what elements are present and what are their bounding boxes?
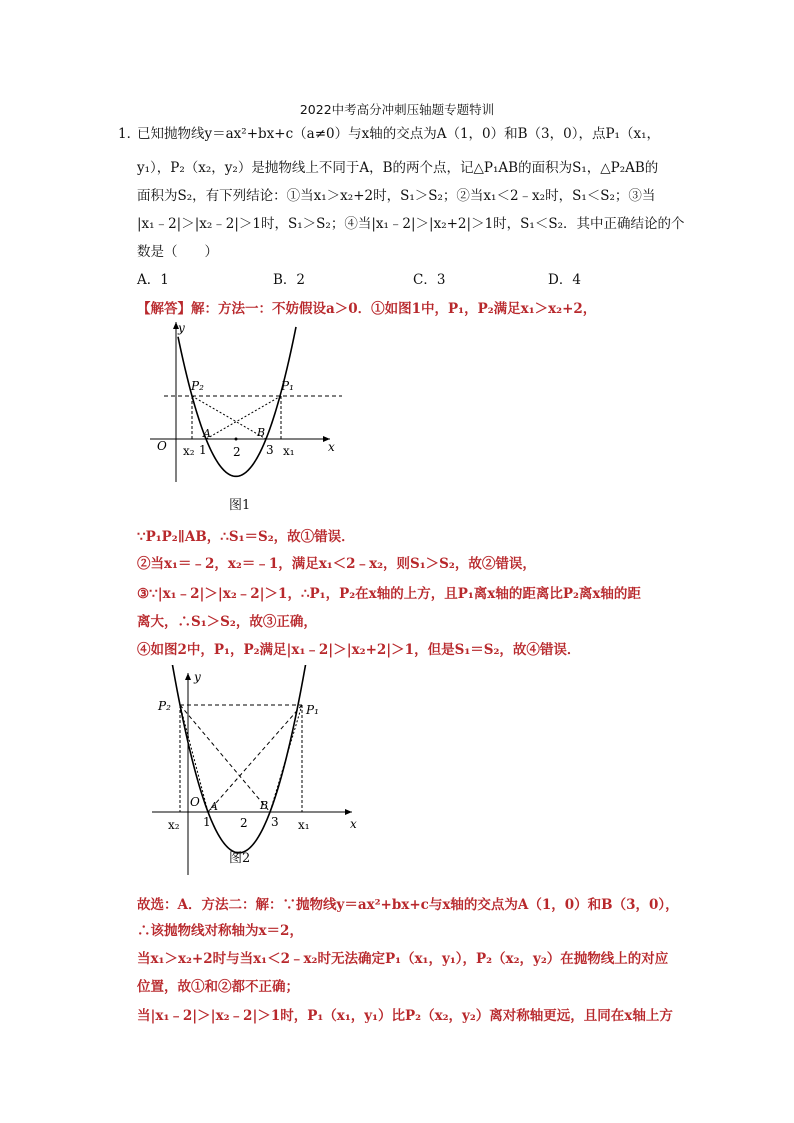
label-p1: P₁: [306, 703, 319, 717]
label-origin: O: [190, 795, 200, 809]
label-x2: x₂: [183, 444, 195, 458]
label-x1: x₁: [283, 444, 295, 458]
label-x: x: [350, 817, 357, 831]
tick-1: 1: [203, 815, 211, 829]
label-x2: x₂: [168, 818, 180, 832]
solution-step-3b: 离大，∴S₁＞S₂，故③正确，: [137, 614, 317, 630]
label-b: B: [260, 799, 269, 812]
figure-2: [152, 665, 362, 880]
figure-1-caption: 图1: [229, 498, 251, 513]
solution-step-3a: ③∵|x₁﹣2|＞|x₂﹣2|＞1，∴P₁，P₂在x轴的上方，且P₁离x轴的距离比P₂离x轴的距: [137, 586, 641, 602]
tick-1: 1: [199, 443, 207, 457]
method-two-line-4: 位置，故①和②都不正确；: [137, 979, 299, 995]
solution-intro-text: 解：方法一：不妨假设a＞0．①如图1中，P₁，P₂满足x₁＞x₂+2，: [191, 301, 597, 317]
y-axis-arrow: [185, 673, 191, 680]
label-x: x: [328, 440, 335, 454]
label-a: A: [203, 427, 211, 440]
point-2: [235, 438, 238, 441]
label-x1: x₁: [298, 818, 310, 832]
question-line-4: |x₁﹣2|＞|x₂﹣2|＞1时，S₁＞S₂；④当|x₁﹣2|＞|x₂+2|＞1时，S₁＜S₂．其中正确结论的个: [137, 216, 685, 232]
label-a: A: [210, 800, 218, 813]
tick-3: 3: [271, 815, 279, 829]
segment-p1-a: [206, 396, 281, 439]
method-two-line-2: ∴该抛物线对称轴为x＝2，: [137, 923, 303, 939]
tick-2: 2: [233, 445, 241, 459]
question-number: 1．: [118, 126, 141, 142]
label-y: y: [194, 670, 201, 684]
option-a: A．1: [137, 272, 169, 288]
method-two-line-3: 当x₁＞x₂+2时与当x₁＜2﹣x₂时无法确定P₁（x₁，y₁），P₂（x₂，y₂）在抛物线上的对应: [137, 951, 669, 967]
method-two-line-5: 当|x₁﹣2|＞|x₂﹣2|＞1时，P₁（x₁，y₁）比P₂（x₂，y₂）离对称轴更远，且同在x轴上方: [137, 1008, 673, 1024]
solution-step-2: ②当x₁＝﹣2，x₂＝﹣1，满足x₁＜2﹣x₂，则S₁＞S₂，故②错误，: [137, 556, 536, 572]
label-p2: P₂: [191, 379, 204, 393]
solution-step-1: ∵P₁P₂∥AB，∴S₁＝S₂，故①错误．: [137, 529, 355, 545]
label-p2: P₂: [158, 699, 171, 713]
question-line-5: 数是（ ）: [137, 244, 218, 260]
x-axis-arrow: [345, 809, 352, 815]
solution-step-4: ④如图2中，P₁，P₂满足|x₁﹣2|＞|x₂+2|＞1，但是S₁＝S₂，故④错误．: [137, 642, 581, 658]
page-title: 2022中考高分冲刺压轴题专题特训: [299, 102, 495, 117]
solution-tag: 【解答】: [137, 301, 191, 317]
option-d: D．4: [548, 272, 581, 288]
option-b: B．2: [273, 272, 306, 288]
tick-3: 3: [266, 443, 274, 457]
label-b: B: [257, 426, 266, 439]
question-line-1: 已知抛物线y＝ax²+bx+c（a≠0）与x轴的交点为A（1，0）和B（3，0），点P₁（x₁，: [137, 126, 660, 142]
question-line-2: y₁），P₂（x₂，y₂）是抛物线上不同于A，B的两个点，记△P₁AB的面积为S₁，△P₂AB的: [137, 160, 659, 176]
figure-1: [150, 318, 350, 488]
label-y: y: [178, 321, 185, 335]
question-line-3: 面积为S₂，有下列结论：①当x₁＞x₂+2时，S₁＞S₂；②当x₁＜2﹣x₂时，S₁＜S₂；③当: [137, 188, 656, 204]
figure-2-caption: 图2: [229, 851, 251, 866]
tick-2: 2: [240, 816, 248, 830]
segment-p1-a: [208, 705, 302, 812]
method-two-line-1: 故选：A．方法二：解：∵抛物线y＝ax²+bx+c与x轴的交点为A（1，0）和B（3，0），: [137, 897, 679, 913]
label-origin: O: [157, 439, 167, 453]
option-c: C．3: [413, 272, 446, 288]
solution-intro: [137, 297, 596, 317]
label-p1: P₁: [281, 379, 294, 393]
